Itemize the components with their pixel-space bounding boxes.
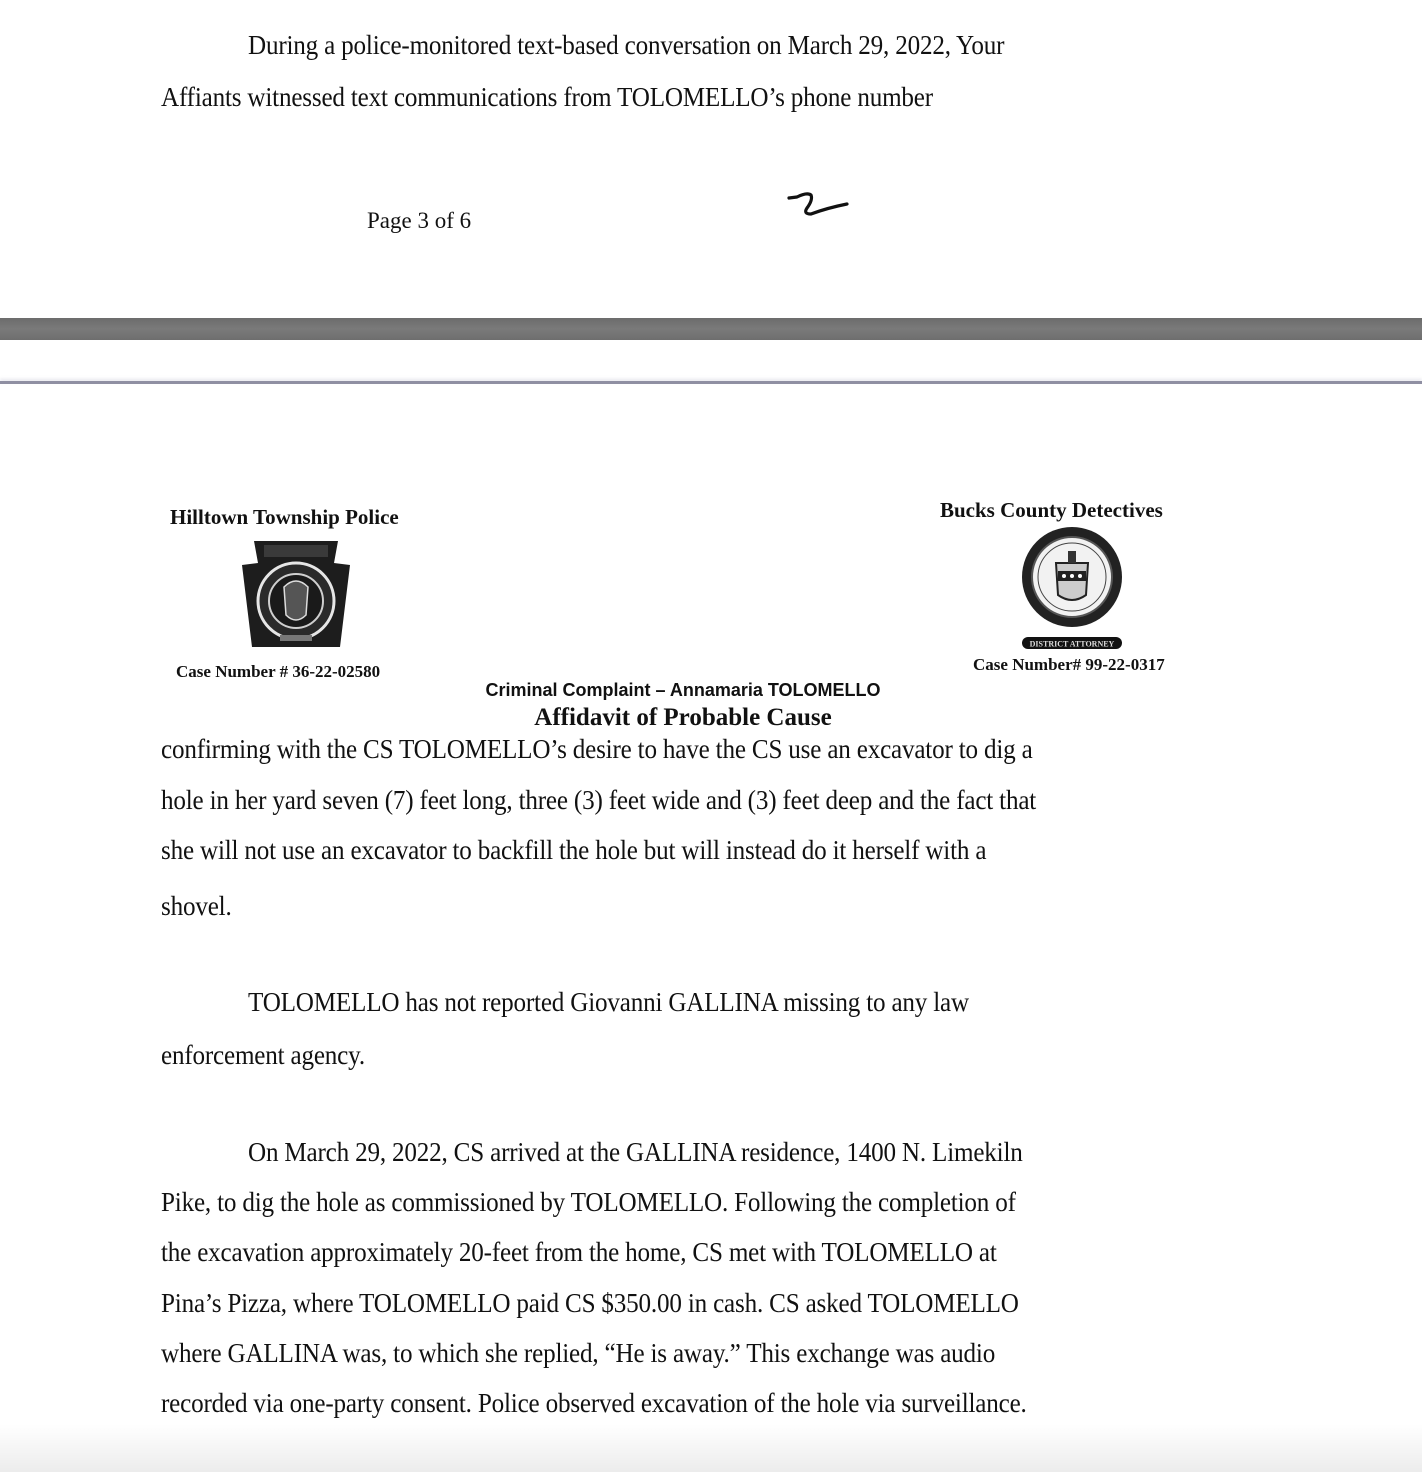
paragraph-line: On March 29, 2022, CS arrived at the GALLINA residence, 1400 N. Limekiln — [248, 1137, 1023, 1167]
paragraph-line: enforcement agency. — [161, 1040, 365, 1070]
police-badge-icon — [240, 535, 352, 657]
paragraph-line: shovel. — [161, 891, 232, 921]
seal-banner-text: DISTRICT ATTORNEY — [1029, 639, 1115, 649]
complaint-title: Criminal Complaint – Annamaria TOLOMELLO — [485, 680, 881, 700]
paragraph-line: hole in her yard seven (7) feet long, three (3) feet wide and (3) feet deep and the fact that — [161, 785, 1037, 815]
handwritten-mark-icon — [783, 186, 853, 226]
paragraph-line: confirming with the CS TOLOMELLO’s desire to have the CS use an excavator to dig a — [161, 734, 1033, 764]
viewport-bottom-shadow — [0, 1424, 1422, 1472]
paragraph-line: recorded via one-party consent. Police observed excavation of the hole via surveillance. — [161, 1388, 1027, 1418]
paragraph-line: Pike, to dig the hole as commissioned by TOLOMELLO. Following the completion of — [161, 1187, 1016, 1217]
previous-page-bottom — [0, 0, 1422, 318]
left-agency-label: Hilltown Township Police — [170, 505, 399, 529]
paragraph-line: TOLOMELLO has not reported Giovanni GALLINA missing to any law — [248, 987, 969, 1017]
paragraph-line: Pina’s Pizza, where TOLOMELLO paid CS $350.00 in cash. CS asked TOLOMELLO — [161, 1288, 1019, 1318]
right-case-number: Case Number# 99-22-0317 — [973, 655, 1165, 674]
paragraph-line: During a police-monitored text-based conversation on March 29, 2022, Your — [248, 30, 1005, 60]
left-case-number: Case Number # 36-22-02580 — [176, 662, 381, 681]
paragraph-line: Affiants witnessed text communications from TOLOMELLO’s phone number — [161, 82, 933, 112]
page-gap-divider — [0, 318, 1422, 340]
paragraph-line: the excavation approximately 20-feet from the home, CS met with TOLOMELLO at — [161, 1237, 997, 1267]
paragraph-line: where GALLINA was, to which she replied, “He is away.” This exchange was audio — [161, 1338, 996, 1368]
page-top-edge — [0, 381, 1422, 384]
district-attorney-seal-icon — [1018, 525, 1126, 653]
page-indicator: Page 3 of 6 — [367, 208, 472, 233]
paragraph-line: she will not use an excavator to backfill the hole but will instead do it herself with a — [161, 835, 987, 865]
right-agency-label: Bucks County Detectives — [940, 498, 1163, 522]
document-title: Affidavit of Probable Cause — [534, 704, 832, 731]
